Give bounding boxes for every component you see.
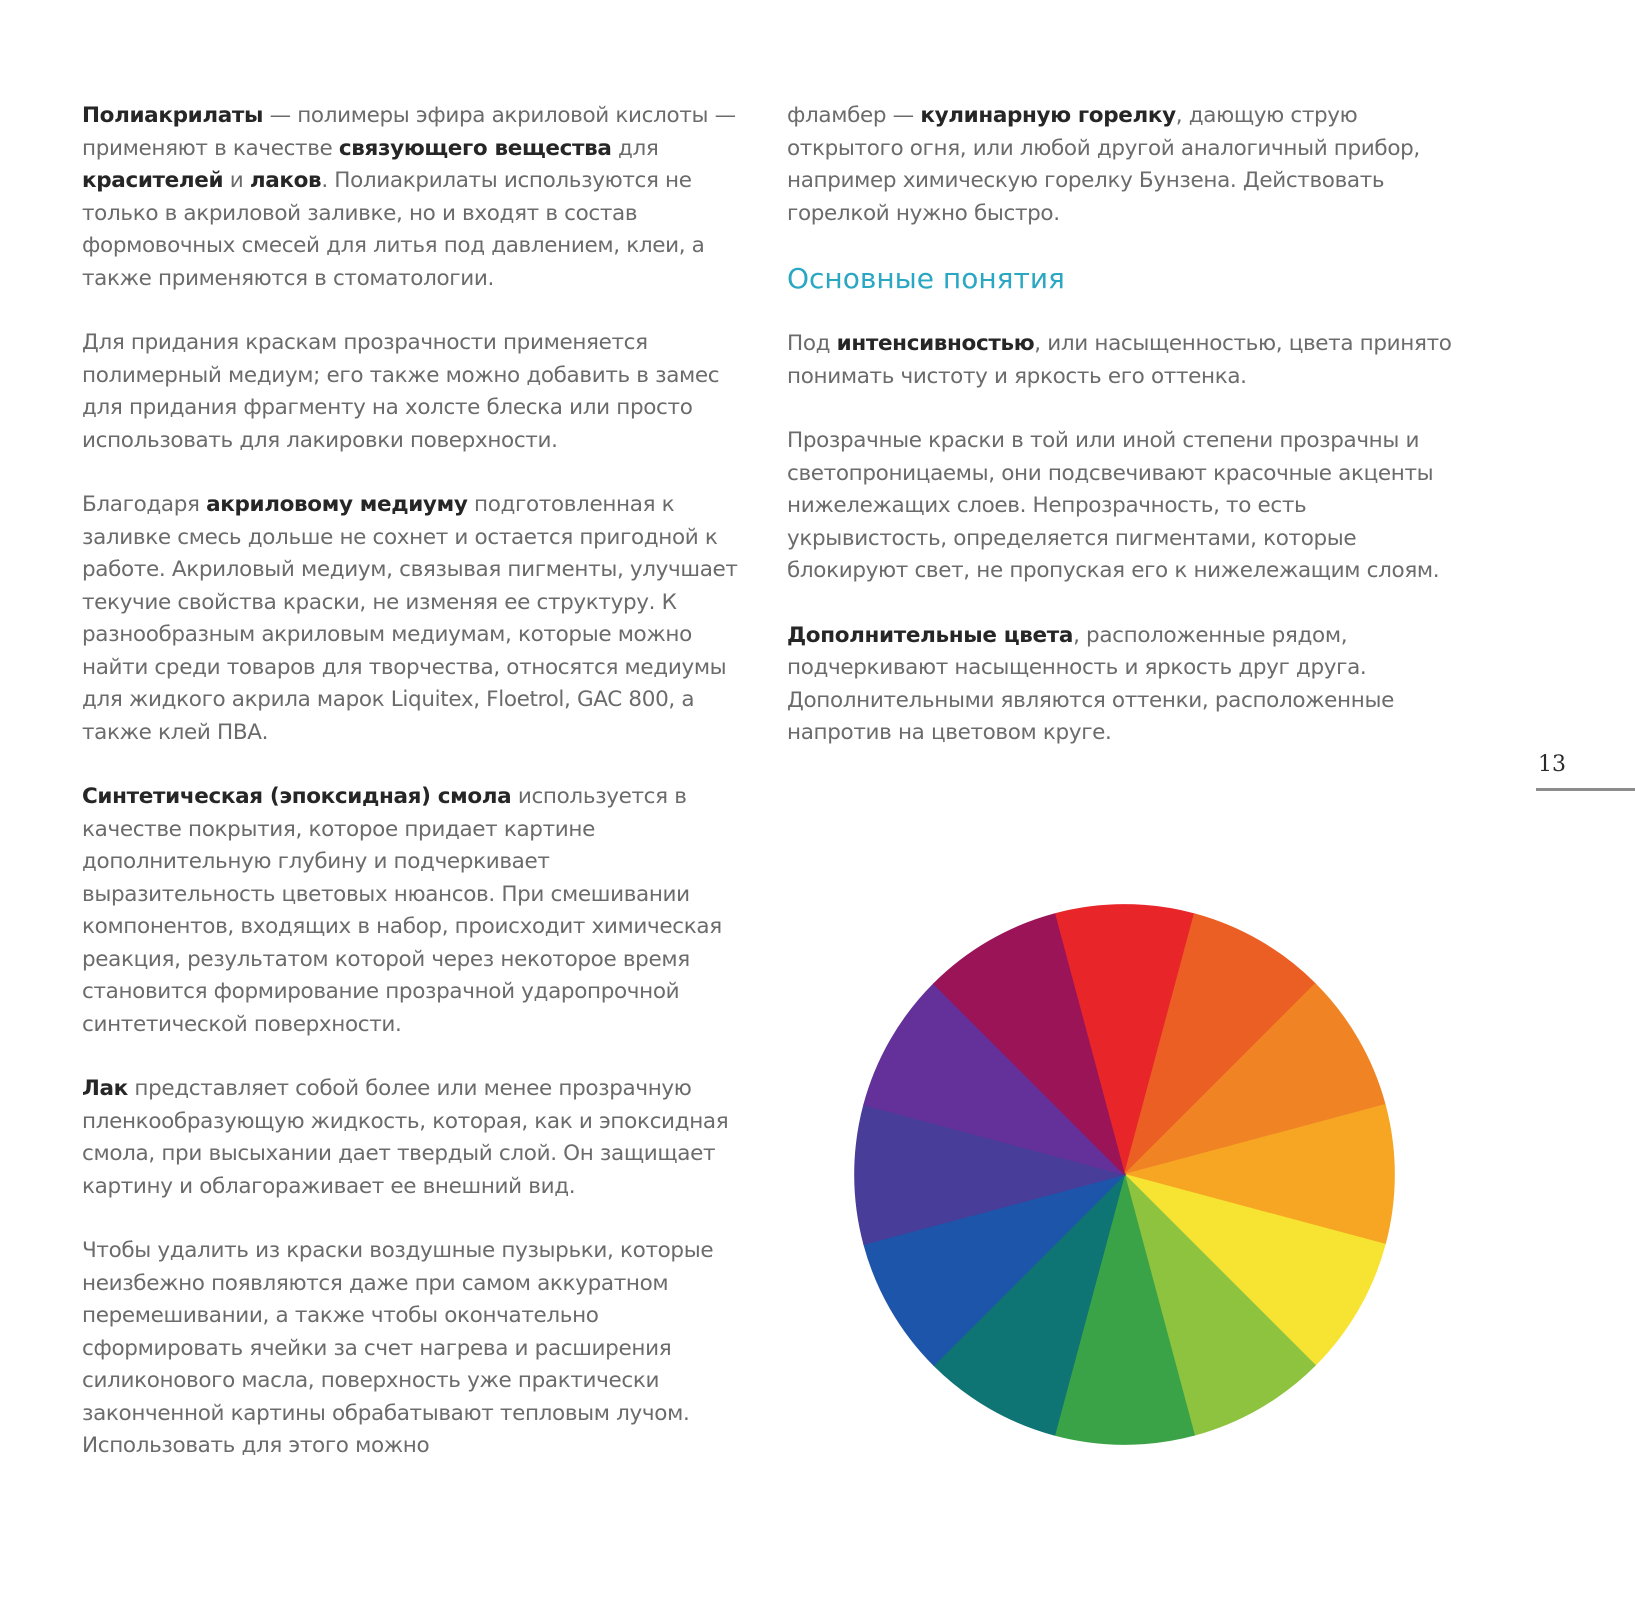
color-wheel xyxy=(852,902,1397,1447)
bold-term: Синтетическая (эпоксидная) смола xyxy=(82,784,512,809)
body-text: , или насыщенностью, цвета принято понимать чистоту и яркость его оттенка. xyxy=(787,331,1452,389)
body-text: представляет собой более или менее прозрачную пленкообразующую жидкость, которая, как и эпоксидная смола, при высыхании дает твердый слой. Он защищает картину и облагораживает ее внешний вид. xyxy=(82,1076,729,1199)
bold-term: лаков xyxy=(249,168,322,193)
bold-term: акриловому медиуму xyxy=(206,492,468,517)
paragraph xyxy=(82,781,742,1041)
body-text: Для придания краскам прозрачности применяется полимерный медиум; его также можно добавить в замес для придания фрагменту на холсте блеска или просто использовать для лакировки поверхности. xyxy=(82,330,720,453)
body-text: фламбер — xyxy=(787,103,921,128)
page-number-rule xyxy=(1536,788,1635,791)
body-text: используется в качестве покрытия, которое придает картине дополнительную глубину и подчеркивает выразительность цветовых нюансов. При смешивании компонентов, входящих в набор, происходит химическая реакция, результатом которой через некоторое время становится формирование прозрачной ударопрочной синтетической поверхности. xyxy=(82,784,722,1037)
paragraph xyxy=(82,100,742,295)
bold-term: Дополнительные цвета xyxy=(787,622,1074,648)
bold-term: Лак xyxy=(82,1076,128,1101)
body-text: Чтобы удалить из краски воздушные пузырьки, которые неизбежно появляются даже при самом аккуратном перемешивании, а также чтобы окончательно сформировать ячейки за счет нагрева и расширения силиконового масла, поверхность уже практически законченной картины обрабатывают тепловым лучом. Использовать для этого можно xyxy=(82,1238,714,1458)
paragraph xyxy=(82,327,742,457)
page-number: 13 xyxy=(1538,752,1566,777)
body-text: , дающую струю открытого огня, или любой другой аналогичный прибор, например химическую горелку Бунзена. Действовать горелкой нужно быстро. xyxy=(787,103,1420,226)
section-heading: Основные понятия xyxy=(787,262,1065,295)
body-text: . Полиакрилаты используются не только в акриловой заливке, но и входят в состав формовочных смесей для литья под давлением, клеи, а также применяются в стоматологии. xyxy=(82,168,705,291)
bold-term: кулинарную горелку xyxy=(920,103,1176,128)
right-paragraphs xyxy=(787,328,1462,750)
body-text: подготовленная к заливке смесь дольше не сохнет и остается пригодной к работе. Акриловый медиум, связывая пигменты, улучшает текучие свойства краски, не изменяя ее структуру. К разнообразным акриловым медиумам, которые можно найти среди товаров для творчества, относятся медиумы для жидкого акрила марок Liquitex, Floetrol, GAC 800, а также клей ПВА. xyxy=(82,492,738,745)
bold-term: интенсивностью xyxy=(836,331,1035,356)
body-text: Под xyxy=(787,331,837,356)
body-text: , расположенные рядом, подчеркивают насыщенность и яркость друг друга. Дополнительными являются оттенки, расположенные напротив на цветовом круге. xyxy=(787,622,1394,745)
paragraph xyxy=(82,1235,742,1463)
body-text: для xyxy=(611,135,659,161)
bold-term: красителей xyxy=(82,168,224,193)
paragraph xyxy=(787,620,1462,750)
paragraph xyxy=(787,425,1462,588)
body-text: и xyxy=(223,168,250,193)
paragraph xyxy=(82,489,742,749)
intro-paragraph xyxy=(787,100,1462,230)
paragraph xyxy=(82,1073,742,1203)
left-column xyxy=(82,100,742,1495)
body-text: — полимеры эфира акриловой кислоты — применяют в качестве xyxy=(82,103,736,161)
body-text: Прозрачные краски в той или иной степени прозрачны и светопроницаемы, они подсвечивают красочные акценты нижележащих слоев. Непрозрачность, то есть укрывистость, определяется пигментами, которые блокируют свет, не пропуская его к нижележащим слоям. xyxy=(787,428,1440,583)
paragraph xyxy=(787,328,1462,393)
body-text: Благодаря xyxy=(82,492,207,517)
bold-term: связующего вещества xyxy=(338,135,612,161)
right-column xyxy=(787,100,1462,782)
bold-term: Полиакрилаты xyxy=(82,103,264,128)
